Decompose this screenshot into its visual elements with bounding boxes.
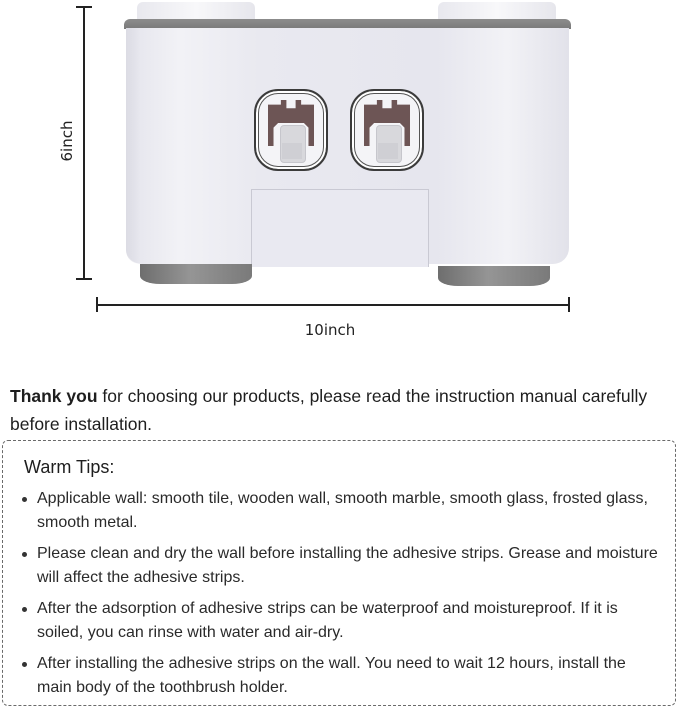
device-drawer-panel	[251, 189, 429, 267]
height-dimension-cap-bottom	[76, 278, 92, 280]
height-dimension-line	[83, 7, 85, 280]
tip-item	[19, 652, 659, 700]
intro-paragraph	[10, 382, 670, 438]
warm-tips-box	[2, 440, 676, 706]
device-body-shading	[126, 28, 140, 264]
width-dimension-line	[97, 304, 570, 306]
warm-tips-title: Warm Tips:	[24, 457, 115, 477]
width-dimension-cap-left	[96, 297, 98, 312]
tip-item	[19, 487, 659, 535]
bullet-icon	[22, 497, 27, 502]
tip-item	[19, 597, 659, 645]
tip-text: After installing the adhesive strips on the wall. You need to wait 12 hours, install the main body of the toothbrush holder.	[37, 655, 626, 696]
height-dimension-cap-top	[76, 6, 92, 8]
tip-item	[19, 542, 659, 590]
tip-text: Applicable wall: smooth tile, wooden wall, smooth marble, smooth glass, frosted glass, smooth metal.	[37, 490, 648, 531]
right-toothpaste-dispenser	[350, 89, 424, 171]
warm-tips-list	[19, 487, 659, 707]
tip-text: Please clean and dry the wall before installing the adhesive strips. Grease and moisture will affect the adhesive strips.	[37, 545, 658, 586]
right-cup-top	[438, 2, 556, 20]
width-dimension-label: 10inch	[304, 321, 356, 339]
bullet-icon	[22, 552, 27, 557]
left-cup-top	[137, 2, 255, 20]
dispenser-nozzle-lower	[378, 143, 398, 159]
right-cup-base	[438, 266, 550, 286]
product-image	[0, 0, 679, 350]
tip-text: After the adsorption of adhesive strips can be waterproof and moistureproof. If it is soiled, you can rinse with water and air-dry.	[37, 600, 618, 641]
dispenser-nozzle-lower	[282, 143, 302, 159]
bullet-icon	[22, 607, 27, 612]
left-toothpaste-dispenser	[254, 89, 328, 171]
intro-text: for choosing our products, please read the instruction manual carefully before installation.	[10, 385, 648, 434]
height-dimension-label: 6inch	[58, 120, 76, 162]
left-cup-base	[140, 264, 252, 284]
bullet-icon	[22, 662, 27, 667]
width-dimension-cap-right	[568, 297, 570, 312]
intro-emphasis: Thank you	[10, 385, 98, 406]
